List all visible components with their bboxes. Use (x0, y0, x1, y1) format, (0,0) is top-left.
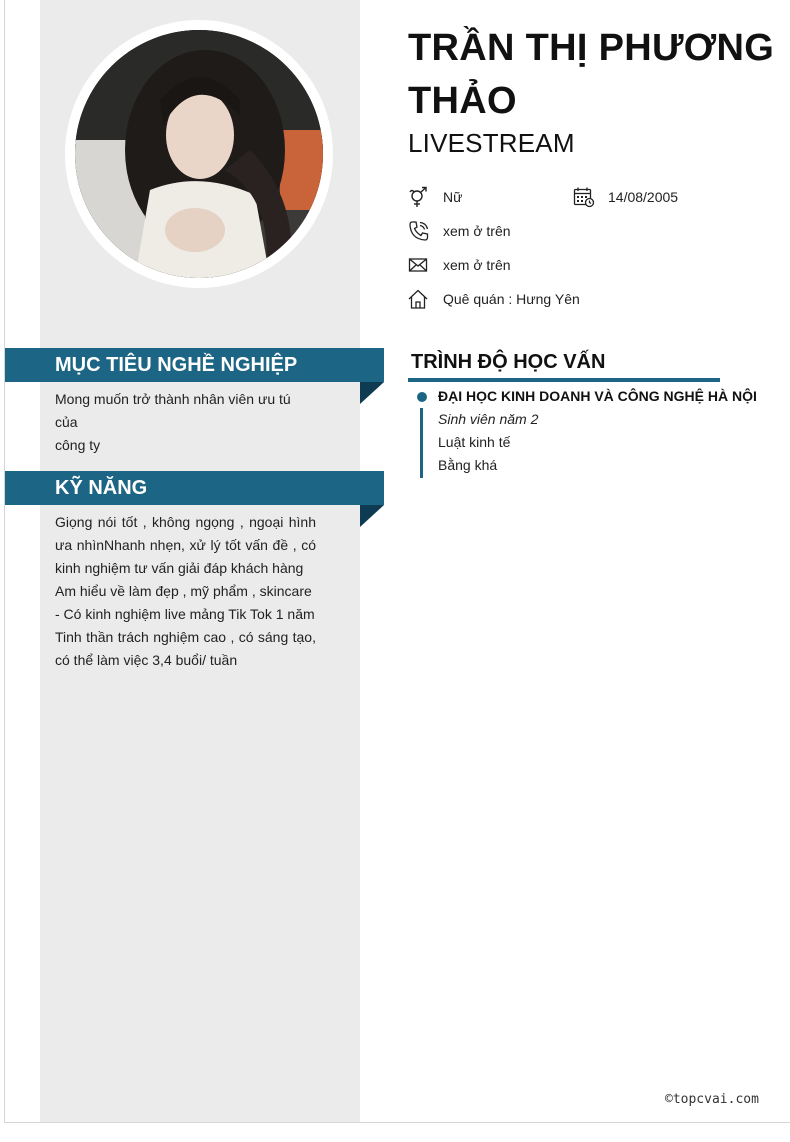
phone-icon (408, 220, 430, 242)
skills-line: kinh nghiệm tư vấn giải đáp khách hàng (55, 560, 304, 576)
education-status: Sinh viên năm 2 (438, 411, 539, 427)
timeline-dot (417, 392, 427, 402)
envelope-icon (408, 254, 430, 276)
watermark: ©topcvai.com (665, 1092, 759, 1107)
home-icon (408, 288, 430, 310)
skills-line: có thể làm việc 3,4 buổi/ tuần (55, 652, 238, 668)
career-objective-line: Mong muốn trở thành nhân viên ưu tú của (55, 391, 291, 430)
education-major: Luật kinh tế (438, 434, 511, 450)
education-school: ĐẠI HỌC KINH DOANH VÀ CÔNG NGHỆ HÀ NỘI (438, 388, 757, 404)
career-objective-line: công ty (55, 437, 101, 453)
career-objective-text (55, 388, 316, 457)
education-underline (408, 378, 720, 382)
phone-value: xem ở trên (443, 223, 511, 239)
skills-line: Am hiểu về làm đẹp , mỹ phẩm , skincare (55, 583, 312, 599)
skills-line: Giọng nói tốt , không ngọng , ngoại hình (55, 514, 316, 530)
education-heading: TRÌNH ĐỘ HỌC VẤN (411, 351, 606, 373)
timeline-bar (420, 408, 423, 478)
candidate-name: TRẦN THỊ PHƯƠNG THẢO (408, 27, 775, 122)
skills-line: - Có kinh nghiệm live mảng Tik Tok 1 năm (55, 606, 315, 622)
phone-row (408, 220, 511, 242)
calendar-icon (573, 186, 595, 208)
email-value: xem ở trên (443, 257, 511, 273)
gender-icon (408, 186, 430, 208)
career-objective-heading: MỤC TIÊU NGHỀ NGHIỆP (5, 348, 384, 382)
skills-heading: KỸ NĂNG (5, 471, 384, 505)
avatar (75, 30, 323, 278)
job-title: LIVESTREAM (408, 128, 575, 158)
education-degree: Bằng khá (438, 457, 498, 473)
gender-value: Nữ (443, 189, 463, 205)
gender-row (408, 186, 462, 208)
birthday-row (573, 186, 678, 208)
skills-line: Tinh thần trách nghiệm cao , có sáng tạo, (55, 629, 316, 645)
skills-line: ưa nhìnNhanh nhẹn, xử lý tốt vấn đề , có (55, 537, 316, 553)
skills-text (55, 511, 316, 672)
birthday-value: 14/08/2005 (608, 189, 679, 205)
hometown-value: Quê quán : Hưng Yên (443, 291, 580, 307)
hometown-row (408, 288, 580, 310)
email-row (408, 254, 511, 276)
career-objective-ribbon-fold (360, 382, 384, 404)
skills-ribbon-fold (360, 505, 384, 527)
